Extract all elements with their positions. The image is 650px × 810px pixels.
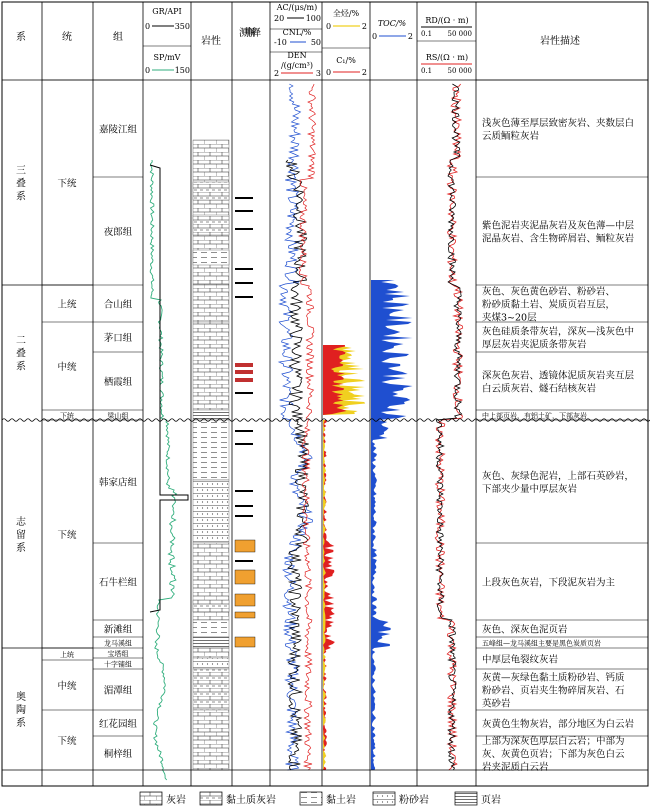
system-label-char: 志 xyxy=(16,517,26,528)
description-line: 厚层灰岩夹泥质条带灰岩 xyxy=(482,339,587,351)
interp-marker xyxy=(235,282,253,284)
interp-marker xyxy=(235,430,253,432)
rd-label: RD/(Ω · m) xyxy=(425,16,469,25)
c1-label: C₁/% xyxy=(336,56,356,65)
system-label-char: 奥 xyxy=(16,692,26,703)
description-line: 英砂岩 xyxy=(482,698,511,710)
interp-marker xyxy=(235,197,253,199)
description-line: 灰、灰黄色页岩；下部为灰色白云 xyxy=(482,749,625,760)
legend-swatch xyxy=(455,792,477,805)
lithology-band xyxy=(193,410,229,420)
den-max: 3 xyxy=(315,69,321,78)
lithology-band xyxy=(193,669,229,710)
tg-label: 全烃/% xyxy=(332,9,360,18)
system-label-char: 三 xyxy=(16,165,26,177)
header-log-interp: 测井解释 xyxy=(239,28,261,39)
lithology-band xyxy=(193,710,229,736)
description-line: 上部为深灰色厚层白云岩；中部为 xyxy=(482,736,625,747)
legend-label: 页岩 xyxy=(481,795,501,806)
description-line: 浅灰色薄至厚层致密灰岩、夹数层白 xyxy=(482,118,635,129)
system-label-char: 留 xyxy=(16,530,26,541)
cnl-max: 50 xyxy=(310,38,321,47)
toc-max: 2 xyxy=(407,32,413,41)
system-label-char: 陶 xyxy=(16,705,26,716)
lithology-band xyxy=(193,620,229,637)
legend-label: 灰岩 xyxy=(166,795,186,806)
lithology-band xyxy=(193,420,229,480)
interp-marker xyxy=(235,363,253,367)
gr-max: 350 xyxy=(174,22,190,31)
lithology-column xyxy=(193,140,255,770)
header-lithology: 岩性 xyxy=(201,36,221,47)
lithology-band xyxy=(193,648,229,658)
system-label-char: 叠 xyxy=(16,178,26,190)
lithology-band xyxy=(193,637,229,648)
formation-label: 龙马溪组 xyxy=(104,639,132,648)
description-line: 灰色、灰色黄色砂岩、粉砂岩、 xyxy=(482,286,616,298)
formation-label: 新滩组 xyxy=(103,624,133,636)
cnl-label: CNL/% xyxy=(282,28,312,37)
formation-label: 韩家店组 xyxy=(98,477,138,489)
lithology-band xyxy=(193,736,229,770)
formation-label: 石牛栏组 xyxy=(98,577,138,589)
cnl-min: -10 xyxy=(274,38,287,47)
lithology-band xyxy=(193,250,229,265)
legend-swatch xyxy=(300,792,322,805)
description-line: 下部夹少量中厚层灰岩 xyxy=(482,484,578,495)
interp-orange-band xyxy=(235,570,255,584)
lithology-band xyxy=(193,480,229,543)
interp-orange-band xyxy=(235,612,255,618)
legend-swatch xyxy=(140,792,162,805)
rd-min: 0.1 xyxy=(421,30,433,38)
tg-max: 2 xyxy=(361,22,367,31)
gr-curve xyxy=(150,165,188,612)
den-curve xyxy=(299,84,316,770)
tg-min: 0 xyxy=(326,22,332,31)
header-description: 岩性描述 xyxy=(540,36,580,47)
toc-fill xyxy=(371,280,413,770)
interp-marker xyxy=(235,210,253,212)
header-series: 统 xyxy=(62,32,72,43)
lithology-band xyxy=(193,322,229,410)
interp-marker xyxy=(235,560,253,562)
interp-marker xyxy=(235,296,253,298)
system-label-char: 系 xyxy=(16,543,26,554)
formation-label: 嘉陵江组 xyxy=(98,124,138,136)
ac-label: AC/(μs/m) xyxy=(276,3,318,12)
interp-marker xyxy=(235,515,253,517)
description-line: 粉砂岩、页岩夹生物碎屑灰岩、石 xyxy=(482,685,625,697)
interp-marker xyxy=(235,392,253,394)
legend-label: 黏土质灰岩 xyxy=(226,795,276,806)
interp-orange-band xyxy=(235,540,255,552)
series-label: 上统 xyxy=(60,651,74,659)
interp-marker xyxy=(235,370,253,374)
interp-marker xyxy=(235,490,253,492)
ac-min: 20 xyxy=(274,14,285,23)
description-line: 深灰色灰岩、透镜体泥质灰岩夹互层 xyxy=(482,370,635,382)
interp-marker xyxy=(235,268,253,270)
interp-marker xyxy=(235,505,253,507)
rs-min: 0.1 xyxy=(421,67,433,75)
description-line: 灰黄色生物灰岩，部分地区为白云岩 xyxy=(482,719,635,730)
lithology-band xyxy=(193,285,229,322)
lithology-band xyxy=(193,182,229,200)
series-label: 下统 xyxy=(57,736,77,747)
formation-label: 茅口组 xyxy=(103,333,133,344)
description-line: 中上部页岩，有铝土矿，下部灰岩 xyxy=(482,412,587,420)
formation-label: 夜郎组 xyxy=(103,227,133,238)
legend-label: 黏土岩 xyxy=(326,795,356,806)
interp-marker xyxy=(235,443,253,445)
system-label-char: 系 xyxy=(16,361,26,373)
series-label: 下统 xyxy=(60,412,74,420)
ac-max: 100 xyxy=(305,14,321,23)
series-label: 下统 xyxy=(57,178,77,190)
rs-max: 50 000 xyxy=(447,67,472,75)
description-line: 紫色泥岩夹泥晶灰岩及灰色薄—中层 xyxy=(482,220,635,232)
system-label-char: 二 xyxy=(16,335,26,347)
interp-marker xyxy=(235,228,253,230)
description-line: 上段灰色灰岩，下段泥灰岩为主 xyxy=(482,577,616,589)
toc-min: 0 xyxy=(372,32,378,41)
description-line: 中厚层龟裂纹灰岩 xyxy=(482,654,559,666)
system-label-char: 系 xyxy=(16,191,26,203)
system-label-char: 叠 xyxy=(16,348,26,360)
description-line: 夹煤3~20层 xyxy=(482,312,537,324)
formation-label: 十字铺组 xyxy=(104,660,132,669)
den-label: DEN xyxy=(287,51,307,60)
description-line: 灰色硅质条带灰岩，深灰—浅灰色中 xyxy=(482,326,635,338)
lithology-band xyxy=(193,658,229,669)
sp-curve xyxy=(150,160,176,780)
rd-max: 50 000 xyxy=(447,30,472,38)
formation-label: 栖霞组 xyxy=(103,377,133,388)
interp-marker xyxy=(235,378,253,382)
legend-label: 粉砂岩 xyxy=(399,795,429,806)
sp-label: SP/mV xyxy=(153,53,181,62)
lithology-band xyxy=(193,600,229,612)
c1-max: 2 xyxy=(361,68,367,77)
description-line: 岩夹泥质白云岩 xyxy=(482,762,549,773)
gr-min: 0 xyxy=(145,22,151,31)
header-formation: 组 xyxy=(113,32,123,43)
table-header xyxy=(16,3,580,78)
description-line: 灰色、深灰色泥页岩 xyxy=(482,624,568,636)
interp-orange-band xyxy=(235,594,255,606)
header-system: 系 xyxy=(16,32,26,43)
lithology-band xyxy=(193,215,229,235)
formation-label: 红花园组 xyxy=(98,719,138,730)
system-label-char: 系 xyxy=(16,718,26,729)
legend-swatch xyxy=(373,792,395,805)
formation-label: 合山组 xyxy=(103,299,133,311)
description-line: 粉砂质黏土岩、炭质页岩互层， xyxy=(482,299,616,311)
description-line: 灰黄—灰绿色黏土质粉砂岩、钙质 xyxy=(482,672,625,684)
sp-min: 0 xyxy=(145,66,151,75)
toc-label: TOC/% xyxy=(377,19,407,28)
series-label: 中统 xyxy=(57,681,77,692)
series-label: 下统 xyxy=(57,530,77,541)
description-line: 白云质灰岩、燧石结核灰岩 xyxy=(482,383,597,395)
den-unit: /(g/cm³) xyxy=(280,61,314,70)
legend-swatch xyxy=(200,792,222,805)
formation-label: 桐梓组 xyxy=(103,749,133,760)
formation-label: 宝塔组 xyxy=(107,650,129,658)
series-label: 中统 xyxy=(57,362,77,373)
rs-label: RS/(Ω · m) xyxy=(425,53,469,62)
legend xyxy=(140,792,501,806)
gr-label: GR/API xyxy=(152,7,182,16)
den-min: 2 xyxy=(274,69,280,78)
formation-label: 湄潭组 xyxy=(103,685,133,697)
description-line: 五峰组—龙马溪组主要是黑色炭质页岩 xyxy=(482,639,601,648)
sp-max: 150 xyxy=(174,66,190,75)
description-line: 灰色、灰绿色泥岩，上部石英砂岩， xyxy=(482,471,635,482)
interp-orange-band xyxy=(235,637,255,647)
description-line: 云质鲕粒灰岩 xyxy=(482,131,540,142)
c1-min: 0 xyxy=(326,68,332,77)
description-line: 泥晶灰岩、含生物碎屑岩、鲕粒灰岩 xyxy=(482,233,635,245)
series-label: 上统 xyxy=(57,299,77,311)
formation-label: 梁山组 xyxy=(107,412,129,420)
